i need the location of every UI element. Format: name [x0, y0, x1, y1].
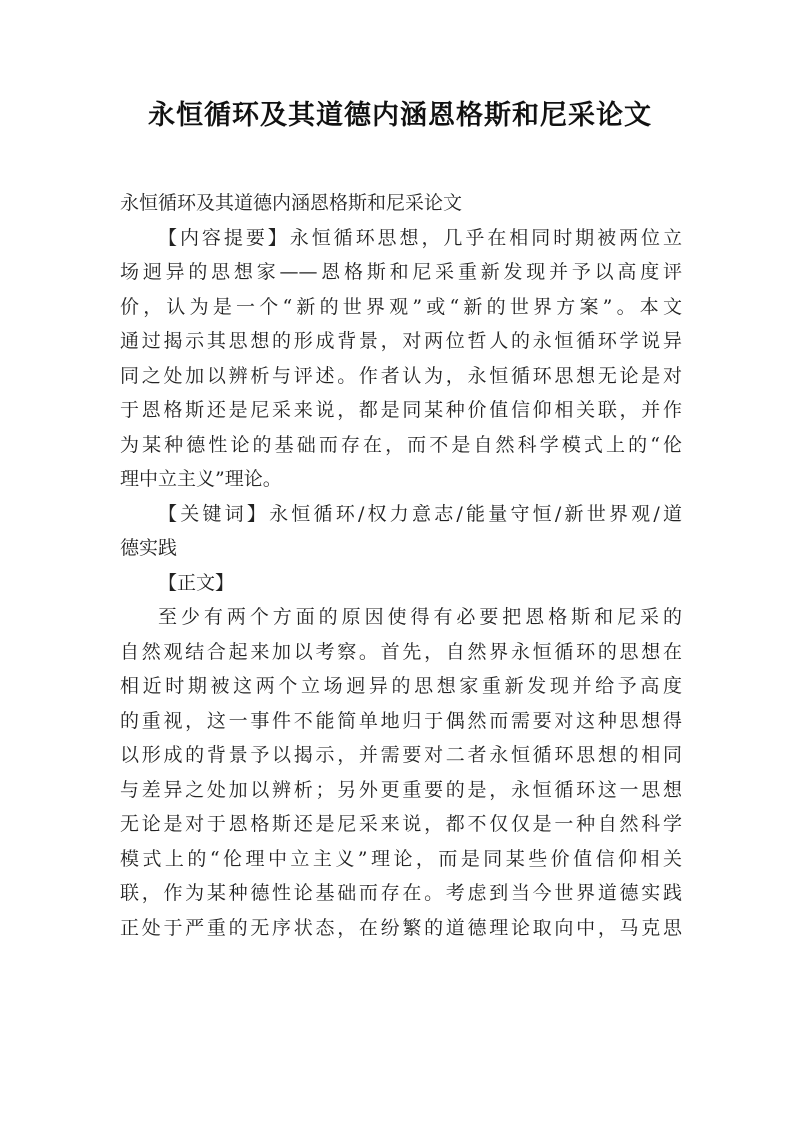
text-line: 理中立主义”理论。	[120, 468, 282, 490]
text-line: 价，认为是一个“新的世界观”或“新的世界方案”。本文	[120, 295, 682, 318]
text-line: 正处于严重的无序状态，在纷繁的道德理论取向中，马克思	[120, 916, 682, 939]
text-line: 联，作为某种德性论基础而存在。考虑到当今世界道德实践	[120, 882, 682, 904]
text-line: 【正文】	[158, 571, 235, 594]
text-line: 同之处加以辨析与评述。作者认为，永恒循环思想无论是对	[120, 364, 682, 387]
text-line: 【内容提要】永恒循环思想，几乎在相同时期被两位立	[158, 226, 682, 249]
text-line: 相近时期被这两个立场迥异的思想家重新发现并给予高度	[120, 675, 682, 697]
text-line: 德实践	[120, 537, 178, 559]
text-line: 与差异之处加以辨析；另外更重要的是，永恒循环这一思想	[120, 778, 682, 801]
text-line: 于恩格斯还是尼采来说，都是同某种价值信仰相关联，并作	[120, 399, 682, 421]
text-line: 通过揭示其思想的形成背景，对两位哲人的永恒循环学说异	[120, 330, 682, 352]
text-line: 永恒循环及其道德内涵恩格斯和尼采论文	[120, 192, 463, 214]
document-body	[120, 186, 682, 945]
text-line: 【关键词】永恒循环/权力意志/能量守恒/新世界观/道	[158, 502, 682, 525]
text-line: 无论是对于恩格斯还是尼采来说，都不仅仅是一种自然科学	[120, 813, 682, 835]
text-line: 的重视，这一事件不能简单地归于偶然而需要对这种思想得	[120, 709, 682, 732]
text-line: 至少有两个方面的原因使得有必要把恩格斯和尼采的	[158, 606, 682, 628]
document-title: 永恒循环及其道德内涵恩格斯和尼采论文	[148, 100, 652, 131]
text-line: 自然观结合起来加以考察。首先，自然界永恒循环的思想在	[120, 640, 682, 663]
text-line: 模式上的“伦理中立主义”理论，而是同某些价值信仰相关	[120, 847, 682, 870]
text-line: 以形成的背景予以揭示，并需要对二者永恒循环思想的相同	[120, 744, 682, 766]
text-line: 场迥异的思想家——恩格斯和尼采重新发现并予以高度评	[120, 261, 682, 283]
text-line: 为某种德性论的基础而存在，而不是自然科学模式上的“伦	[120, 433, 682, 456]
